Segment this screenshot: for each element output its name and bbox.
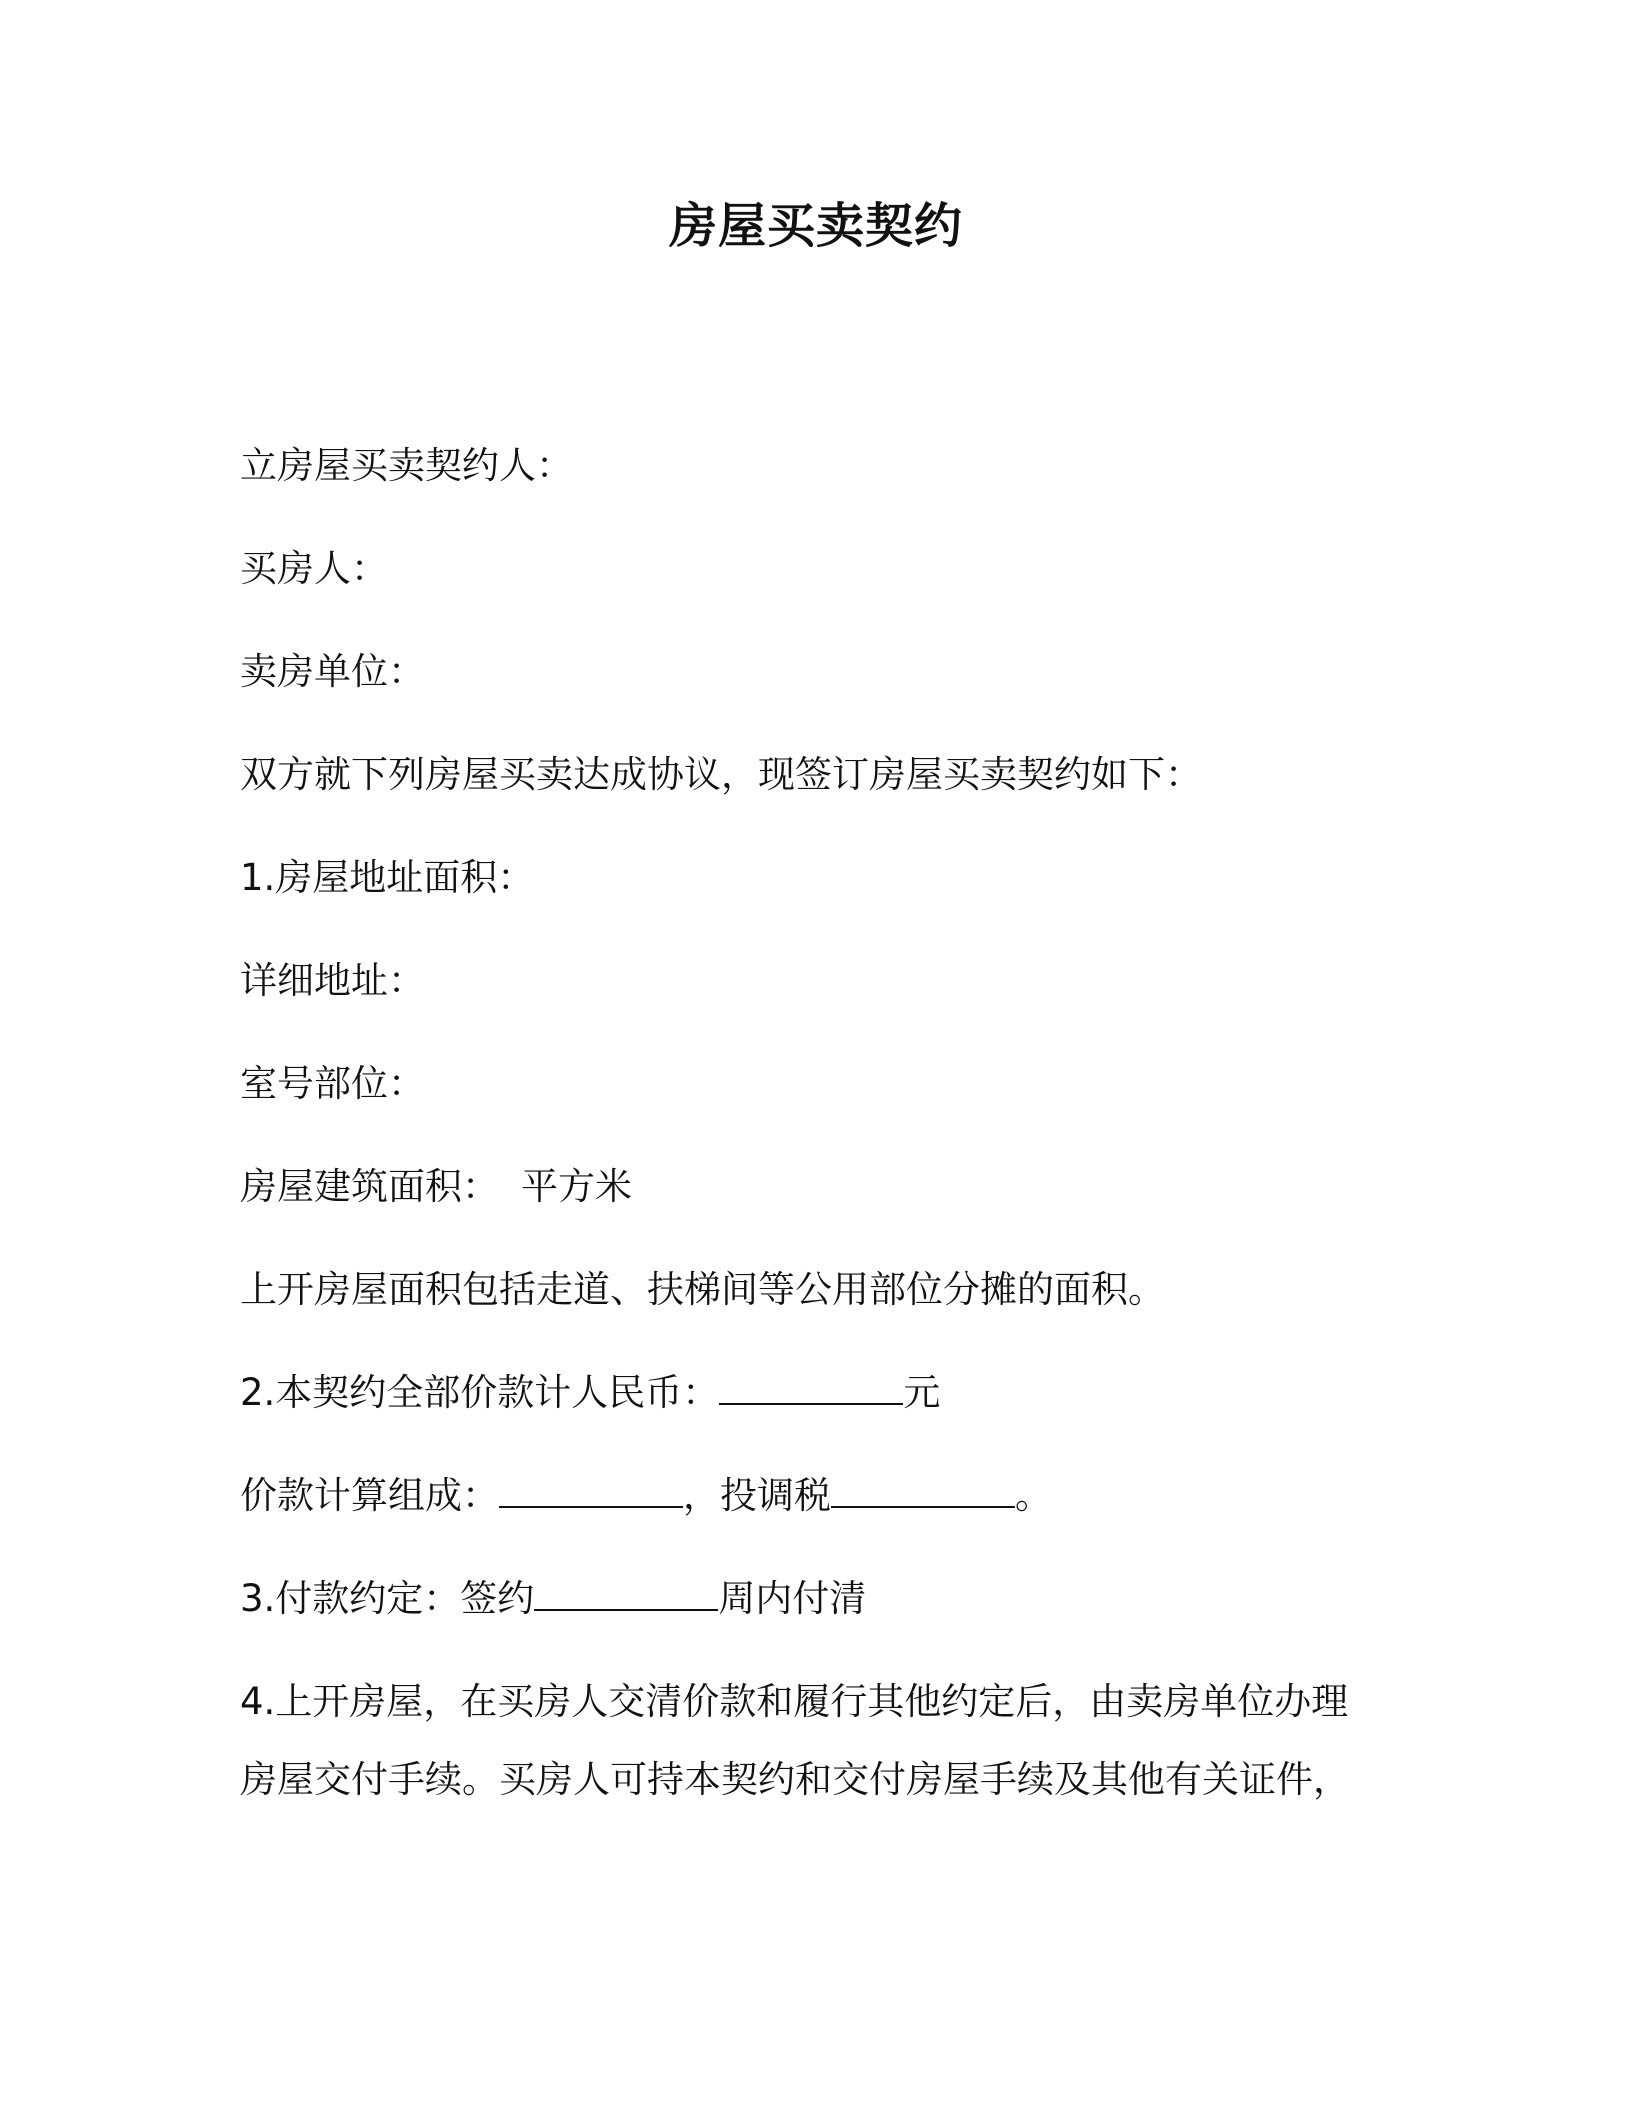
building-area-unit: 平方米 [521,1165,632,1208]
building-area-line [240,1163,632,1211]
price-breakdown-label: 价款计算组成： [240,1474,499,1517]
tax-blank[interactable] [831,1476,1015,1508]
item4-line1: 4.上开房屋，在买房人交清价款和履行其他约定后，由卖房单位办理 [240,1680,1349,1723]
item1-heading: 1.房屋地址面积： [240,856,535,899]
room-location-label: 室号部位： [240,1062,425,1105]
price-breakdown-end: 。 [1015,1474,1052,1517]
payment-weeks-blank[interactable] [534,1579,718,1611]
price-breakdown-tax-label: ，投调税 [683,1474,831,1517]
party-header: 立房屋买卖契约人： [240,444,573,487]
document-title: 房屋买卖契约 [668,198,963,254]
area-note: 上开房屋面积包括走道、扶梯间等公用部位分摊的面积。 [240,1268,1165,1311]
seller-unit-label: 卖房单位： [240,650,425,693]
item4-line2: 房屋交付手续。买房人可持本契约和交付房屋手续及其他有关证件， [240,1758,1350,1801]
price-total-blank[interactable] [719,1373,903,1405]
detail-address-label: 详细地址： [240,959,425,1002]
building-area-label: 房屋建筑面积： [240,1165,499,1208]
price-breakdown-blank[interactable] [499,1476,683,1508]
item2-line [240,1369,940,1417]
item3-label: 3.付款约定：签约 [240,1577,535,1620]
item2-unit: 元 [903,1371,941,1414]
item2-label: 2.本契约全部价款计人民币： [240,1371,720,1414]
item3-suffix: 周内付清 [718,1577,867,1620]
item3-line [240,1575,866,1623]
buyer-label: 买房人： [240,547,388,590]
agreement-intro: 双方就下列房屋买卖达成协议，现签订房屋买卖契约如下： [240,753,1202,796]
price-breakdown-line [240,1472,1052,1520]
